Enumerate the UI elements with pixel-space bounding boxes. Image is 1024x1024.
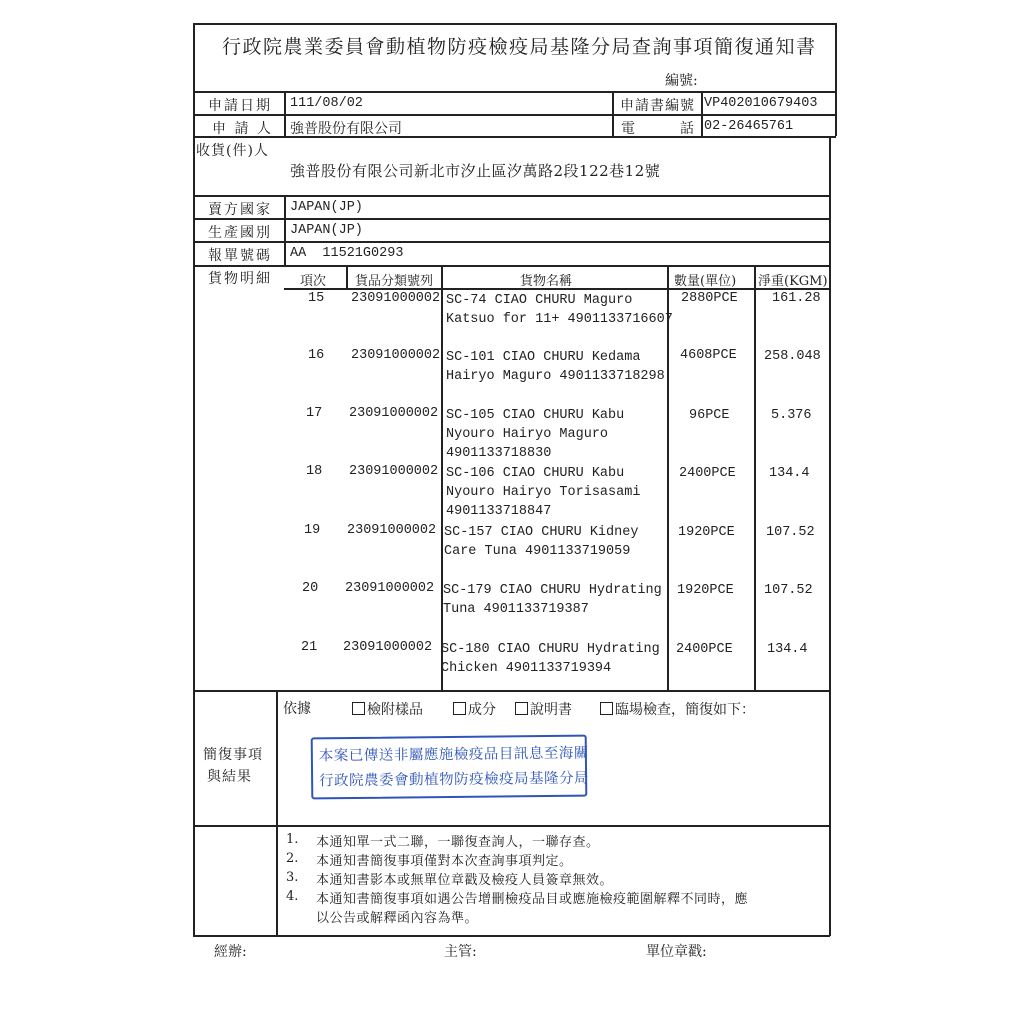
note-number: 2.: [286, 851, 299, 866]
table-cell-weight: 134.4: [769, 466, 810, 481]
table-cell-name: SC-101 CIAO CHURU Kedama Hairyo Maguro 4901133718298: [446, 350, 665, 384]
document-number-label: 編號:: [665, 73, 698, 89]
col-header-name: 貨物名稱: [520, 274, 573, 289]
apply-date-label: 申請日期: [208, 98, 272, 114]
applicant-label: 申 請 人: [212, 121, 273, 137]
seller-country-value: JAPAN(JP): [290, 200, 363, 215]
table-cell-name: SC-179 CIAO CHURU Hydrating Tuna 4901133719387: [443, 583, 662, 617]
apply-date-value: 111/08/02: [290, 96, 363, 111]
consignee-value: 強普股份有限公司新北市汐止區汐萬路2段122巷12號: [290, 162, 661, 180]
application-no-value: VP402010679403: [704, 96, 818, 111]
seller-country-label: 賣方國家: [208, 202, 272, 218]
table-cell-qty: 96PCE: [689, 408, 730, 423]
table-cell-qty: 4608PCE: [680, 348, 737, 363]
table-cell-item: 15: [308, 291, 325, 306]
checkbox-ingredient[interactable]: [453, 699, 496, 719]
table-cell-name: SC-157 CIAO CHURU Kidney Care Tuna 4901133719059: [444, 525, 639, 559]
col-header-item: 項次: [300, 274, 327, 289]
table-cell-qty: 1920PCE: [678, 525, 735, 540]
goods-label: 貨物明細: [208, 271, 272, 287]
note-number: 1.: [286, 832, 299, 847]
table-cell-item: 21: [301, 640, 318, 655]
phone-label-part2: 話: [680, 121, 694, 137]
col-header-code: 貨品分類號列: [355, 274, 434, 289]
table-cell-code: 23091000002: [343, 640, 433, 655]
table-cell-code: 23091000002: [345, 581, 435, 596]
note-text: 本通知單一式二聯，一聯復查詢人，一聯存查。: [316, 835, 600, 850]
phone-value: 02-26465761: [704, 119, 794, 134]
table-cell-item: 19: [304, 523, 321, 538]
stamp-line1: 本案已傳送非屬應施檢疫品目訊息至海關: [318, 745, 589, 765]
reply-label-line1: 簡復事項: [203, 747, 263, 763]
table-cell-qty: 2400PCE: [679, 466, 736, 481]
note-text: 本通知書簡復事項如遇公告增刪檢疫品目或應施檢疫範圍解釋不同時，應: [316, 892, 749, 907]
handler-label: 經辦:: [214, 944, 247, 960]
origin-value: JAPAN(JP): [290, 223, 363, 238]
application-no-label: 申請書編號: [620, 98, 695, 114]
checkbox-sample-label: 檢附樣品: [367, 702, 423, 718]
table-cell-code: 23091000002: [349, 464, 439, 479]
table-cell-code: 23091000002: [351, 291, 441, 306]
table-cell-name: SC-74 CIAO CHURU Maguro Katsuo for 11+ 4901133716607: [446, 293, 673, 327]
table-cell-item: 18: [306, 464, 323, 479]
checkbox-box-icon: [600, 702, 613, 715]
unit-seal-label: 單位章戳:: [646, 944, 707, 960]
basis-label: 依據: [283, 701, 311, 717]
table-cell-qty: 2400PCE: [676, 642, 733, 657]
note-text: 以公告或解釋函內容為準。: [316, 911, 479, 926]
table-cell-item: 20: [302, 581, 319, 596]
checkbox-box-icon: [515, 702, 528, 715]
checkbox-manual[interactable]: [515, 699, 572, 719]
declaration-no-label: 報單號碼: [208, 248, 272, 264]
checkbox-sample[interactable]: [352, 699, 423, 719]
checkbox-box-icon: [453, 702, 466, 715]
col-header-qty: 數量(單位): [674, 274, 737, 289]
table-cell-qty: 1920PCE: [677, 583, 734, 598]
reply-label-line2: 與結果: [207, 769, 252, 785]
applicant-value: 強普股份有限公司: [290, 121, 402, 137]
result-stamp: [311, 735, 588, 800]
checkbox-inspection-label: 臨場檢查，簡復如下：: [615, 702, 755, 718]
origin-label: 生產國別: [208, 225, 272, 241]
table-cell-qty: 2880PCE: [681, 291, 738, 306]
consignee-label: 收貨(件)人: [196, 143, 269, 159]
checkbox-box-icon: [352, 702, 365, 715]
table-cell-item: 16: [308, 348, 325, 363]
table-cell-name: SC-180 CIAO CHURU Hydrating Chicken 4901133719394: [441, 642, 660, 676]
table-cell-weight: 5.376: [771, 408, 812, 423]
checkbox-ingredient-label: 成分: [468, 702, 496, 718]
table-cell-weight: 161.28: [772, 291, 821, 306]
table-cell-code: 23091000002: [347, 523, 437, 538]
note-number: 3.: [286, 870, 299, 885]
note-text: 本通知書簡復事項僅對本次查詢事項判定。: [316, 854, 573, 869]
declaration-no-value: AA 11521G0293: [290, 246, 404, 261]
col-header-weight: 淨重(KGM): [758, 274, 828, 289]
checkbox-manual-label: 說明書: [530, 702, 572, 718]
table-cell-name: SC-106 CIAO CHURU Kabu Nyouro Hairyo Torisasami 4901133718847: [446, 466, 641, 519]
table-cell-code: 23091000002: [351, 348, 441, 363]
table-cell-code: 23091000002: [349, 406, 439, 421]
table-cell-name: SC-105 CIAO CHURU Kabu Nyouro Hairyo Maguro 4901133718830: [446, 408, 625, 461]
table-cell-weight: 107.52: [764, 583, 813, 598]
document-title: 行政院農業委員會動植物防疫檢疫局基隆分局查詢事項簡復通知書: [222, 36, 817, 58]
checkbox-inspection[interactable]: [600, 699, 755, 719]
phone-label-part1: 電: [621, 121, 635, 137]
supervisor-label: 主管:: [444, 944, 477, 960]
table-cell-weight: 107.52: [766, 525, 815, 540]
table-cell-weight: 134.4: [767, 642, 808, 657]
table-cell-weight: 258.048: [764, 349, 821, 364]
note-text: 本通知書影本或無單位章戳及檢疫人員簽章無效。: [316, 873, 614, 888]
stamp-line2: 行政院農委會動植物防疫檢疫局基隆分局: [319, 770, 590, 790]
table-cell-item: 17: [306, 406, 323, 421]
note-number: 4.: [286, 889, 299, 904]
